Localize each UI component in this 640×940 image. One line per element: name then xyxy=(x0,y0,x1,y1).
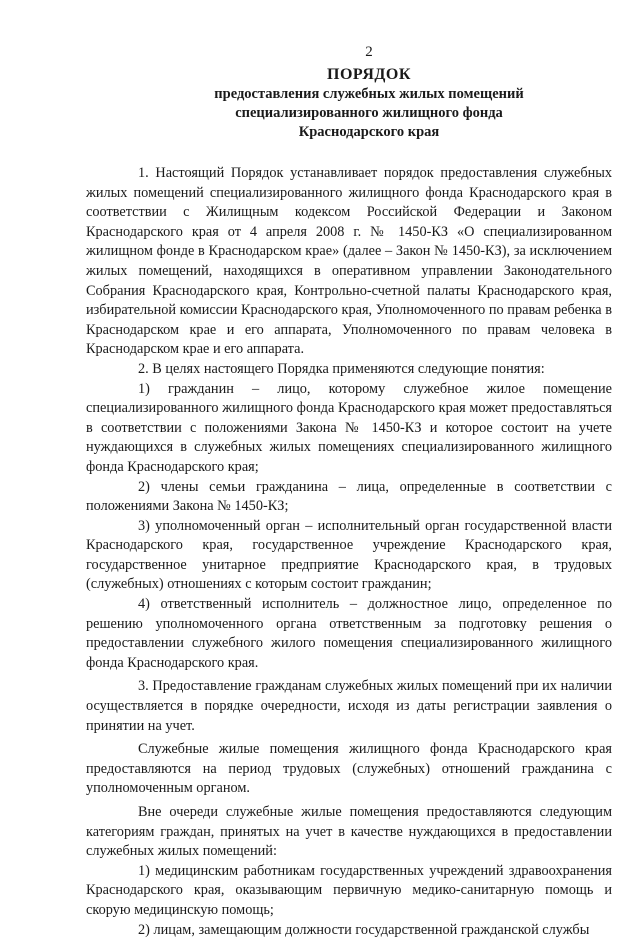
definition-4: 4) ответственный исполнитель – должностное лицо, определенное по решению уполномоченного органа ответственным за подготовку решения о предоставлении служебного жилого помещения специализированного жилищного фонда Краснодарского края. xyxy=(86,596,612,671)
document-body xyxy=(86,164,612,940)
paragraph-1: 1. Настоящий Порядок устанавливает порядок предоставления служебных жилых помещений специализированного жилищного фонда Краснодарского края в соответствии с Жилищным кодексом Российской Федерации и Законом Краснодарского края от 4 апреля 2008 г. № 1450-КЗ «О специализированном жилищном фонде в Краснодарском крае» (далее – Закон № 1450-КЗ), за исключением жилых помещений, находящихся в оперативном управлении Законодательного Собрания Краснодарского края, Контрольно-счетной палаты Краснодарского края, избирательной комиссии Краснодарского края, Уполномоченного по правам ребенка в Краснодарском крае и его аппарата, Уполномоченного по правам человека в Краснодарском крае и его аппарата. xyxy=(86,165,612,358)
category-1: 1) медицинским работникам государственных учреждений здравоохранения Краснодарского края, оказывающим первичную медико-санитарную помощь и скорую медицинскую помощь; xyxy=(86,862,612,918)
paragraph-3: 3. Предоставление гражданам служебных жилых помещений при их наличии осуществляется в порядке очередности, исходя из даты регистрации заявления о принятии на учет. xyxy=(86,678,612,734)
paragraph-2: 2. В целях настоящего Порядка применяются следующие понятия: xyxy=(138,360,545,377)
paragraph-period: Служебные жилые помещения жилищного фонда Краснодарского края предоставляются на период трудовых (служебных) отношений гражданина с уполномоченным органом. xyxy=(86,741,612,797)
definition-2: 2) члены семьи гражданина – лица, определенные в соответствии с положениями Закона № 1450-КЗ; xyxy=(86,478,612,515)
subtitle-line: Краснодарского края xyxy=(298,124,440,140)
category-2: 2) лицам, замещающим должности государственной гражданской службы xyxy=(138,921,590,938)
subtitle-line: специализированного жилищного фонда xyxy=(235,105,503,121)
document-title: ПОРЯДОК xyxy=(327,66,411,83)
definition-3: 3) уполномоченный орган – исполнительный орган государственной власти Краснодарского края, государственное учреждение Краснодарского края, государственное унитарное предприятие Краснодарского края, в трудовых (служебных) отношениях с которым состоит гражданин; xyxy=(86,517,612,593)
page-number: 2 xyxy=(365,44,373,60)
definition-1: 1) гражданин – лицо, которому служебное жилое помещение специализированного жилищного фонда Краснодарского края может предоставляться в соответствии с положениями Закона № 1450-КЗ и которое состоит на учете нуждающихся в служебных жилых помещениях специализированного жилищного фонда Краснодарского края; xyxy=(86,380,612,475)
subtitle-line: предоставления служебных жилых помещений xyxy=(214,86,524,102)
title-block xyxy=(126,65,612,142)
paragraph-priority: Вне очереди служебные жилые помещения предоставляются следующим категориям граждан, принятых на учет в качестве нуждающихся в предоставлении служебных жилых помещений: xyxy=(86,804,612,860)
